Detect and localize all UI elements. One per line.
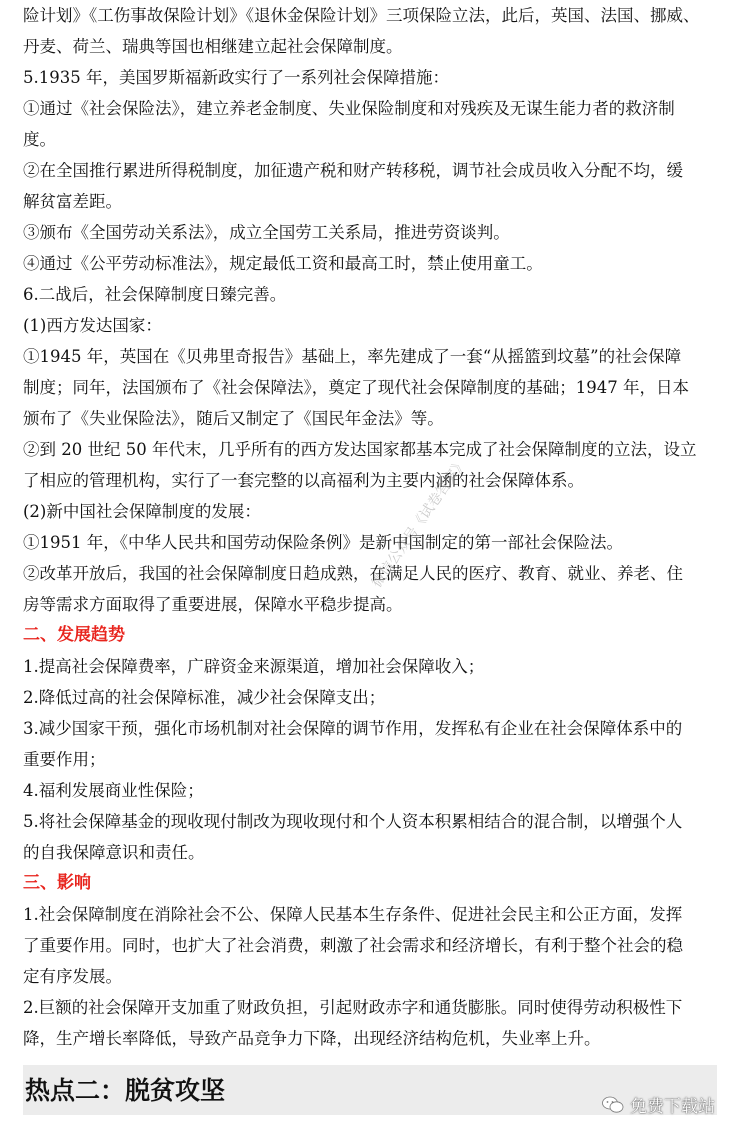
trends-line: 3.减少国家干预，强化市场机制对社会保障的调节作用，发挥私有企业在社会保障体系中的	[23, 719, 683, 738]
trends-line: 的自我保障意识和责任。	[23, 843, 205, 862]
impact-line: 定有序发展。	[23, 967, 122, 986]
section-heading-trends: 二、发展趋势	[23, 625, 125, 645]
impact-line: 了重要作用。同时，也扩大了社会消费，刺激了社会需求和经济增长，有利于整个社会的稳	[23, 936, 683, 955]
body-line: 6.二战后，社会保障制度日臻完善。	[23, 285, 287, 304]
body-line: ②到 20 世纪 50 年代末，几乎所有的西方发达国家都基本完成了社会保障制度的立法，设立	[23, 440, 697, 459]
impact-line: 2.巨额的社会保障开支加重了财政负担，引起财政赤字和通货膨胀。同时使得劳动积极性下	[23, 998, 683, 1017]
body-line: 丹麦、荷兰、瑞典等国也相继建立起社会保障制度。	[23, 37, 403, 56]
body-line: 险计划》《工伤事故保险计划》《退休金保险计划》三项保险立法，此后，英国、法国、挪威、	[23, 6, 700, 25]
body-line: ①1951 年，《中华人民共和国劳动保险条例》是新中国制定的第一部社会保险法。	[23, 533, 623, 552]
body-line: ③颁布《全国劳动关系法》，成立全国劳工关系局，推进劳资谈判。	[23, 223, 510, 242]
impact-list	[23, 899, 717, 1054]
body-line: 5.1935 年，美国罗斯福新政实行了一系列社会保障措施：	[23, 68, 449, 87]
body-line: 房等需求方面取得了重要进展，保障水平稳步提高。	[23, 595, 403, 614]
trends-list	[23, 651, 717, 868]
watermark-text: 微信公众号《试卷答案》	[368, 455, 471, 591]
paragraph-block	[23, 0, 717, 620]
trends-line: 2.降低过高的社会保障标准，减少社会保障支出；	[23, 688, 386, 707]
body-line: (2)新中国社会保障制度的发展：	[23, 502, 261, 521]
body-line: ①通过《社会保险法》，建立养老金制度、失业保险制度和对残疾及无谋生能力者的救济制	[23, 99, 675, 118]
trends-line: 1.提高社会保障费率，广辟资金来源渠道，增加社会保障收入；	[23, 657, 485, 676]
wechat-badge-label: 免费下载站	[630, 1097, 715, 1117]
section-heading-impact: 三、影响	[23, 873, 91, 893]
body-line: 度。	[23, 130, 56, 149]
body-line: ②改革开放后，我国的社会保障制度日趋成熟，在满足人民的医疗、教育、就业、养老、住	[23, 564, 683, 583]
wechat-badge	[602, 1092, 715, 1117]
trends-line: 重要作用；	[23, 750, 106, 769]
body-line: ②在全国推行累进所得税制度，加征遗产税和财产转移税，调节社会成员收入分配不均，缓	[23, 161, 683, 180]
trends-line: 4.福利发展商业性保险；	[23, 781, 204, 800]
body-line: 了相应的管理机构，实行了一套完整的以高福利为主要内涵的社会保障体系。	[23, 471, 584, 490]
body-line: 制度；同年，法国颁布了《社会保障法》，奠定了现代社会保障制度的基础；1947 年，日本	[23, 378, 689, 397]
impact-line: 1.社会保障制度在消除社会不公、保障人民基本生存条件、促进社会民主和公正方面，发挥	[23, 905, 683, 924]
wechat-icon	[602, 1096, 624, 1114]
body-line: 解贫富差距。	[23, 192, 122, 211]
document-body	[23, 0, 717, 1054]
body-line: ④通过《公平劳动标准法》，规定最低工资和最高工时，禁止使用童工。	[23, 254, 543, 273]
body-line: 颁布了《失业保险法》，随后又制定了《国民年金法》等。	[23, 409, 444, 428]
trends-line: 5.将社会保障基金的现收现付制改为现收现付和个人资本积累相结合的混合制，以增强个人	[23, 812, 683, 831]
body-line: (1)西方发达国家：	[23, 316, 162, 335]
hot-point-title: 热点二：脱贫攻坚	[25, 1076, 226, 1105]
body-line: ①1945 年，英国在《贝弗里奇报告》基础上，率先建成了一套“从摇篮到坟墓”的社会保障	[23, 347, 682, 366]
impact-line: 降，生产增长率降低，导致产品竞争力下降，出现经济结构危机，失业率上升。	[23, 1029, 601, 1048]
